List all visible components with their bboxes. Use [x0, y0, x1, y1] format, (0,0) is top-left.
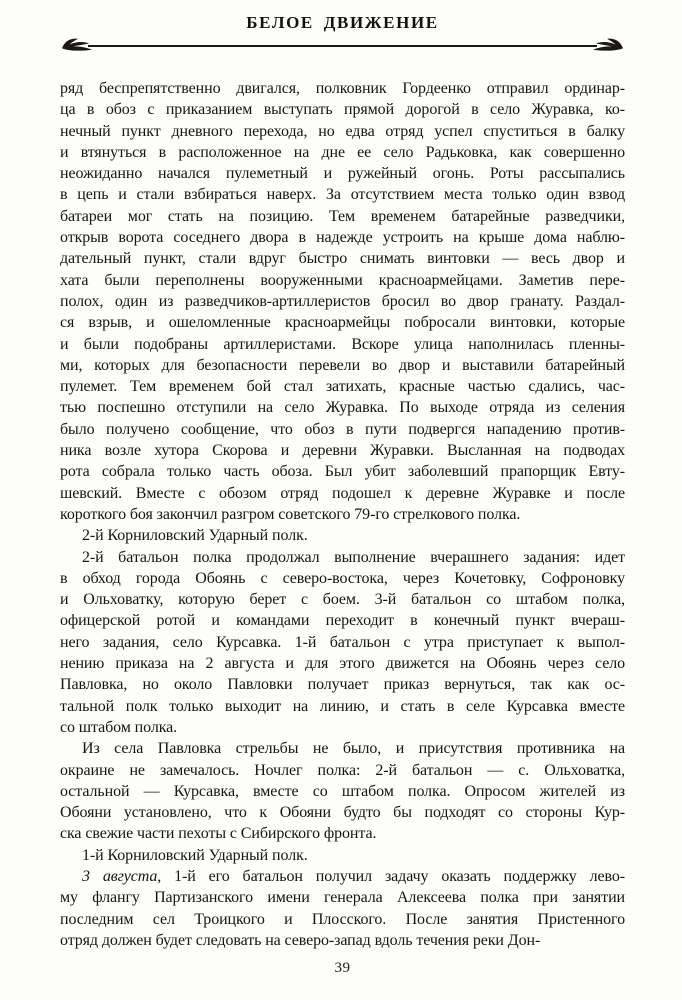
text-line: нечный пункт дневного перехода, но едва отряд успел спуститься в балку — [60, 122, 625, 140]
text-line: ца в обоз с приказанием выступать прямой дорогой в село Журавка, ко- — [60, 101, 625, 119]
text-line: нению приказа на 2 августа и для этого движется на Обоянь через село — [60, 655, 625, 673]
paragraph — [60, 845, 625, 866]
text-line: в цепь и стали взбираться наверх. За отсутствием места только один взвод — [60, 186, 625, 204]
text-line: короткого боя закончил разгром советского 79-го стрелкового полка. — [60, 505, 521, 523]
text-line: Павловка, но около Павловки получает приказ вернуться, так как ос- — [60, 676, 625, 694]
text-line: в обход города Обоянь с северо-востока, через Кочетовку, Софроновку — [60, 569, 625, 587]
paragraph — [60, 525, 625, 546]
text-line: тью поспешно отступили на село Журавка. По выходе отряда из селения — [60, 399, 625, 417]
text-line: дательный пункт, стали вдруг быстро снимать винтовки — весь двор и — [60, 250, 625, 268]
text-line: со штабом полка. — [60, 718, 178, 736]
text-line: му флангу Партизанского имени генерала Алексеева полка при занятии — [60, 889, 625, 907]
page-header — [60, 13, 625, 52]
text-line: 1-й Корниловский Ударный полк. — [82, 846, 308, 864]
text-line: окраине не замечалось. Ночлег полка: 2-й батальон — с. Ольховатка, — [60, 761, 625, 779]
paragraph — [60, 738, 625, 844]
fleuron-right-icon — [591, 36, 625, 51]
text-line: шевский. Вместе с обозом отряд подошел к деревне Журавке и после — [60, 484, 625, 502]
text-line: открыв ворота соседнего двора в надежде устроить на крыше дома наблю- — [60, 229, 625, 247]
text-line: ся взрыв, и ошеломленные красноармейцы побросали винтовки, которые — [60, 314, 625, 332]
text-line: было получено сообщение, что обоз в пути подвергся нападению против- — [60, 420, 625, 438]
paragraph — [60, 866, 625, 951]
text-line: и втянуться в расположенное на дне ее село Радьковка, как совершенно — [60, 143, 625, 161]
text-line: отряд должен будет следовать на северо-запад вдоль течения реки Дон- — [60, 931, 541, 949]
text-line: полох, один из разведчиков-артиллеристов бросил во двор гранату. Раздал- — [60, 292, 625, 310]
text-line: ска свежие части пехоты с Сибирского фронта. — [60, 825, 377, 843]
text-line: рота собрала только часть обоза. Был убит заболевший прапорщик Евту- — [60, 463, 625, 481]
text-line: Обояни установлено, что к Обояни будто бы подходят со стороны Кур- — [60, 804, 625, 822]
text-line: тальной полк только выходит на линию, и стать в селе Курсавка вместе — [60, 697, 625, 715]
header-rule-row — [60, 34, 625, 52]
text-line: офицерской ротой и командами переходит в конечный пункт вчераш- — [60, 612, 625, 630]
text-line: последним сел Троицкого и Плосского. После занятия Пристенного — [60, 910, 625, 928]
text-line: батареи мог стать на позицию. Тем временем батарейные разведчики, — [60, 207, 625, 225]
text-line: и Ольховатку, которую берет с боем. 3-й батальон со штабом полка, — [60, 591, 625, 609]
text-line: ряд беспрепятственно двигался, полковник Гордеенко отправил ординар- — [60, 80, 625, 97]
paragraph — [60, 78, 625, 525]
text-line: него задания, село Курсавка. 1-й батальон с утра приступает к выпол- — [60, 633, 625, 651]
text-line: ми, которых для безопасности перевели во двор и выставили батарейный — [60, 356, 625, 374]
page-number: 39 — [334, 960, 351, 977]
page-footer — [60, 960, 625, 977]
text-line: 3 августа, 1-й его батальон получил задачу оказать поддержку лево- — [82, 867, 625, 885]
text-line: Из села Павловка стрельбы не было, и присутствия противника на — [82, 740, 625, 758]
running-title: БЕЛОЕ ДВИЖЕНИЕ — [246, 13, 439, 32]
paragraph — [60, 547, 625, 739]
text-line: хата были переполнены вооруженными красноармейцами. Заметив пере- — [60, 271, 625, 289]
text-line: 2-й батальон полка продолжал выполнение вчерашнего задания: идет — [82, 548, 625, 566]
text-line: остальной — Курсавка, вместе со штабом полка. Опросом жителей из — [60, 782, 625, 800]
header-rule — [88, 45, 597, 47]
text-line: и были подобраны артиллеристами. Вскоре улица наполнилась пленны- — [60, 335, 625, 353]
text-line: пулемет. Тем временем бой стал затихать, красные частью сдались, час- — [60, 378, 625, 396]
text-line: 2-й Корниловский Ударный полк. — [82, 527, 308, 545]
text-line: ника возле хутора Скорова и деревни Журавки. Высланная на подводах — [60, 442, 625, 460]
text-line: неожиданно начался пулеметный и ружейный огонь. Роты рассыпались — [60, 165, 625, 183]
fleuron-left-icon — [60, 36, 94, 51]
body-text — [60, 78, 625, 951]
